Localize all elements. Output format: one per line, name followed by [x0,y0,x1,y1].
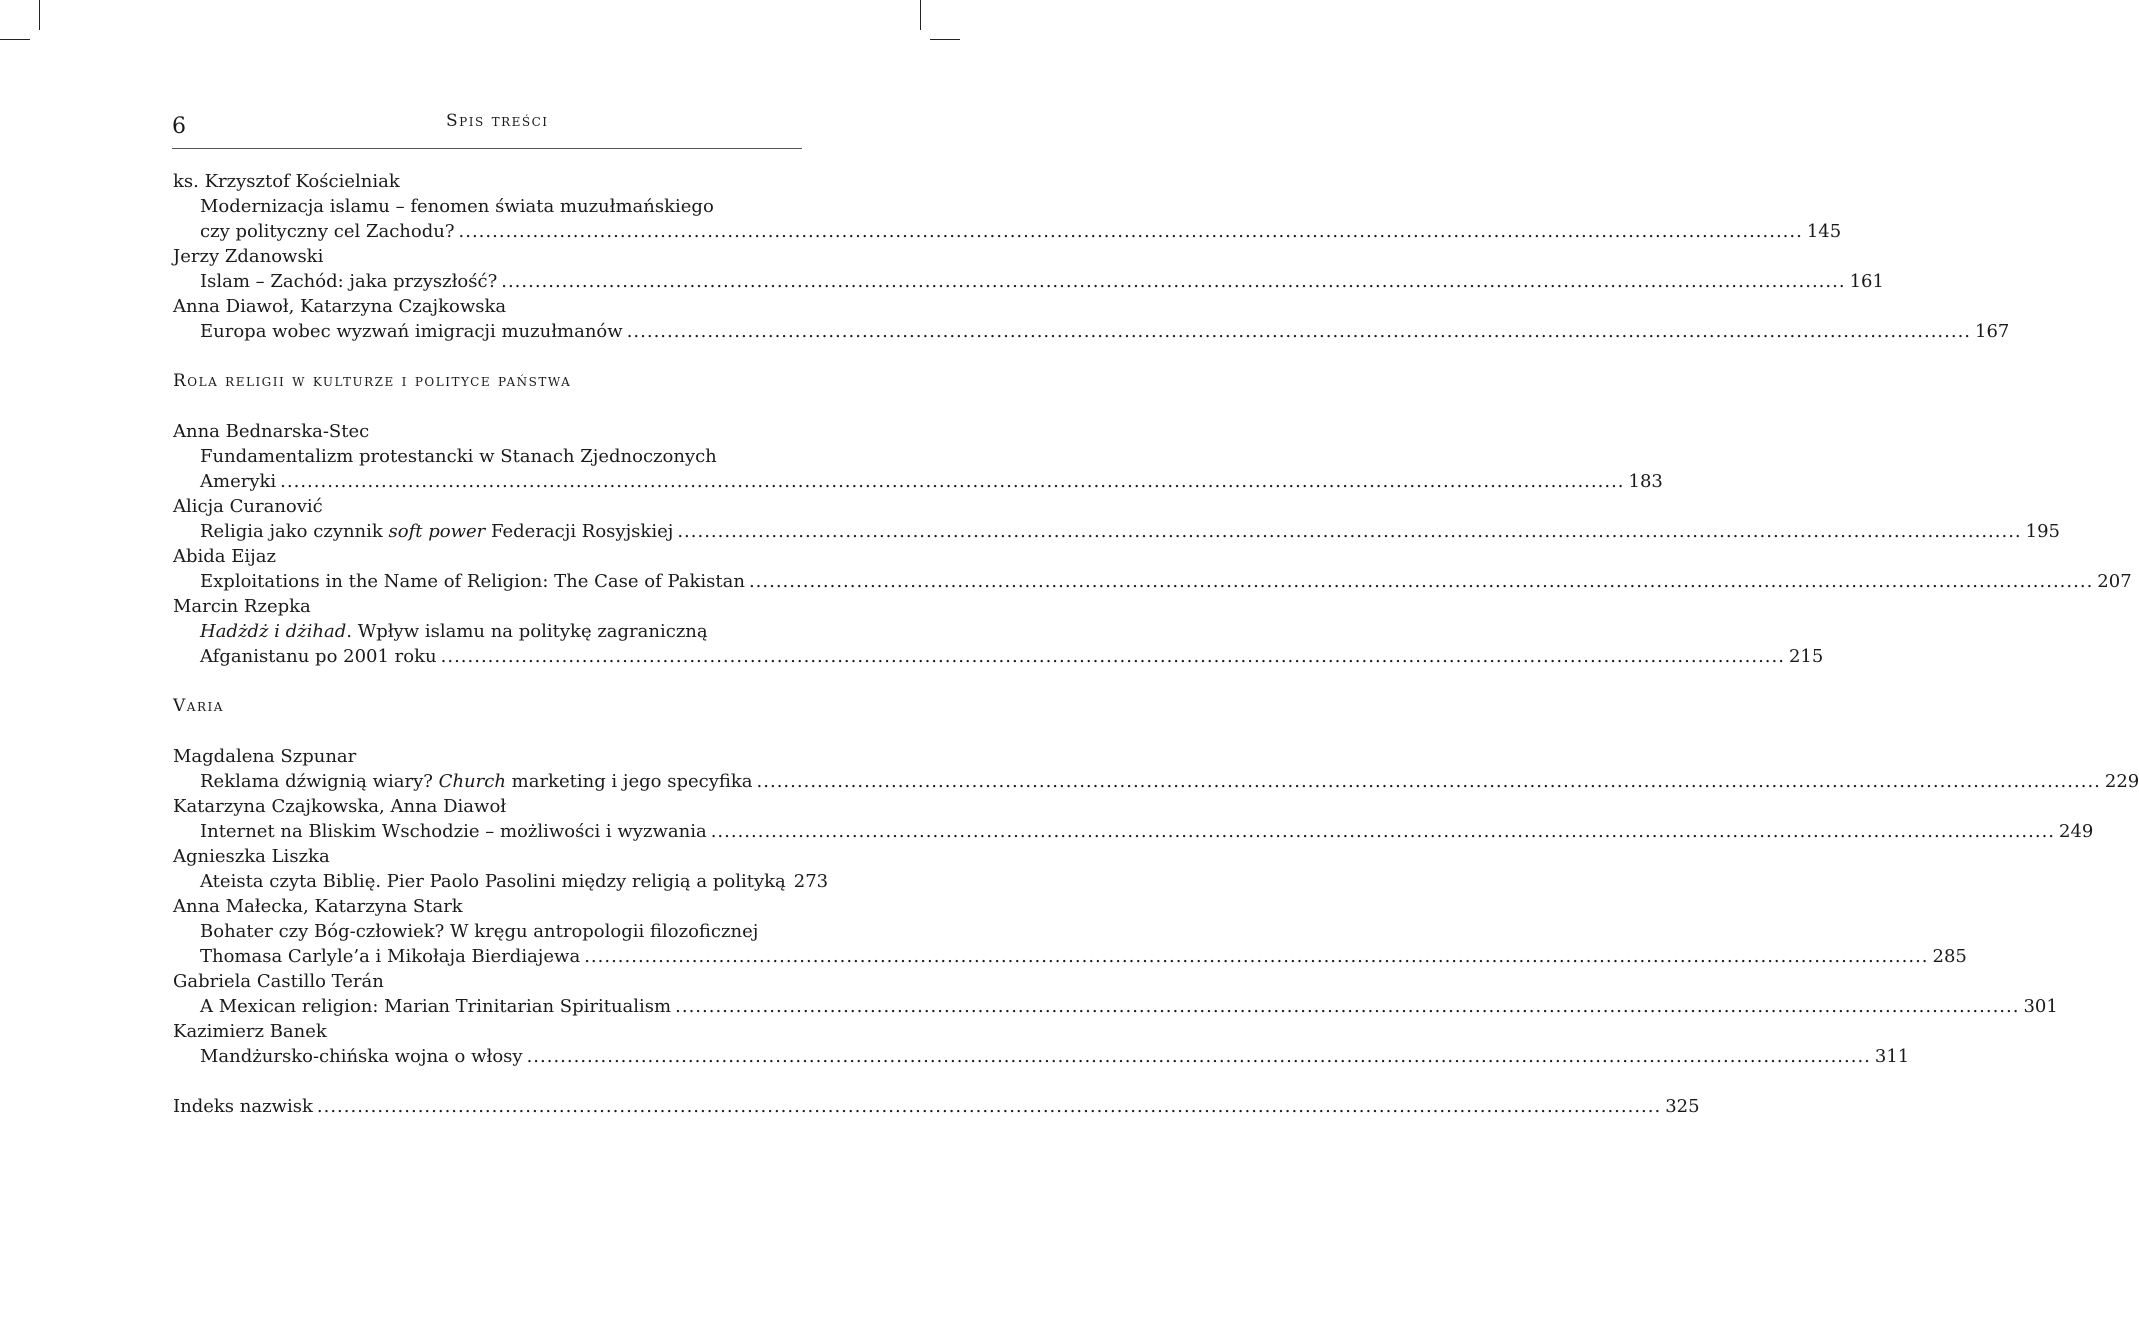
page-ref: 167 [1975,321,2010,342]
toc-entry-index[interactable] [173,1094,1700,1119]
leader-dots: ........................................................................................................................................................................................................ [316,1096,1662,1117]
entry-title: A Mexican religion: Marian Trinitarian Spiritualism [200,996,672,1017]
title-text: Federacji Rosyjskiej [485,521,674,542]
leader-dots: ........................................................................................................................................................................................................ [440,646,1785,667]
table-of-contents [173,169,2139,1119]
entry-title: Exploitations in the Name of Religion: The Case of Pakistan [200,571,745,592]
toc-entry-row[interactable] [173,819,2094,844]
entry-author: Anna Diawoł, Katarzyna Czajkowska [173,296,507,317]
entry-title: Ateista czyta Biblię. Pier Paolo Pasolini między religią a polityką [200,871,786,892]
leader-dots: ........................................................................................................................................................................................................ [710,821,2056,842]
entry-title: Islam – Zachód: jaka przyszłość? [200,271,498,292]
page-ref: 229 [2104,771,2139,792]
entry-author: Agnieszka Liszka [173,846,330,867]
toc-entry-row[interactable] [173,469,1663,494]
italic-term: Hadżdż i dżihad [200,621,347,642]
entry-title: czy polityczny cel Zachodu? [200,221,455,242]
page-ref: 207 [2097,571,2132,592]
entry-author: Gabriela Castillo Terán [173,971,384,992]
entry-author: Alicja Curanović [173,496,323,517]
toc-entry-row[interactable] [173,944,1967,969]
entry-author: ks. Krzysztof Kościelniak [173,171,400,192]
title-text: marketing i jego specyfika [505,771,753,792]
leader-dots: ........................................................................................................................................................................................................ [626,321,1972,342]
entry-title: Internet na Bliskim Wschodzie – możliwości i wyzwania [200,821,707,842]
toc-entry-row[interactable] [173,219,1842,244]
leader-dots: ........................................................................................................................................................................................................ [280,471,1625,492]
page-ref: 325 [1665,1096,1700,1117]
entry-title-line [173,619,803,644]
leader-dots: ........................................................................................................................................................................................................ [677,521,2022,542]
leader-dots: ........................................................................................................................................................................................................ [675,996,2020,1017]
entry-title-line: Fundamentalizm protestancki w Stanach Zjednoczonych [200,446,717,467]
page-ref: 285 [1932,946,1967,967]
page-ref: 215 [1788,646,1824,667]
title-text: Religia jako czynnik [200,521,389,542]
page-number: 6 [172,114,186,139]
crop-mark [39,0,40,30]
entry-author: Anna Małecka, Katarzyna Stark [173,896,463,917]
entry-author: Kazimierz Banek [173,1021,327,1042]
leader-dots: ........................................................................................................................................................................................................ [458,221,1803,242]
entry-title: Thomasa Carlyle’a i Mikołaja Bierdiajewa [200,946,581,967]
entry-author: Katarzyna Czajkowska, Anna Diawoł [173,796,507,817]
crop-mark [930,39,960,40]
entry-title [200,769,753,794]
header-rule [172,148,802,149]
page-ref: 311 [1874,1046,1910,1067]
page-ref: 145 [1806,221,1842,242]
toc-entry-row[interactable] [173,769,2139,794]
toc-entry-row[interactable] [173,519,2061,544]
section-heading: Varia [173,696,224,716]
toc-entry-row[interactable] [173,994,2058,1019]
section-heading: Rola religii w kulturze i polityce państwa [173,371,572,391]
entry-author: Jerzy Zdanowski [173,246,324,267]
page-ref: 273 [793,871,829,892]
page-ref: 161 [1849,271,1884,292]
crop-mark [920,0,921,30]
spacer [173,1069,803,1094]
title-text: Reklama dźwignią wiary? [200,771,439,792]
entry-author: Anna Bednarska-Stec [173,421,370,442]
entry-author: Abida Eijaz [173,546,276,567]
crop-mark [0,39,30,40]
title-text: . Wpływ islamu na politykę zagraniczną [346,621,708,642]
entry-author: Magdalena Szpunar [173,746,357,767]
entry-title: Ameryki [200,471,277,492]
entry-author: Marcin Rzepka [173,596,311,617]
italic-term: Church [438,771,506,792]
leader-dots: ........................................................................................................................................................................................................ [756,771,2101,792]
leader-dots: ........................................................................................................................................................................................................ [526,1046,1871,1067]
page-ref: 195 [2025,521,2061,542]
page-ref: 183 [1628,471,1663,492]
leader-dots: ........................................................................................................................................................................................................ [748,571,2094,592]
page-ref: 249 [2059,821,2094,842]
toc-entry-row[interactable] [173,319,2010,344]
entry-title [200,519,673,544]
italic-term: soft power [388,521,486,542]
running-title: Spis treści [446,111,549,131]
toc-entry-row[interactable] [173,269,1884,294]
toc-entry-row[interactable] [173,869,829,894]
leader-dots: ........................................................................................................................................................................................................ [584,946,1929,967]
toc-entry-row[interactable] [173,569,2132,594]
entry-title-line: Bohater czy Bóg-człowiek? W kręgu antropologii filozoficznej [200,921,759,942]
toc-entry-row[interactable] [173,1044,1910,1069]
entry-title: Afganistanu po 2001 roku [200,646,437,667]
entry-title: Mandżursko-chińska wojna o włosy [200,1046,523,1067]
entry-title-line: Modernizacja islamu – fenomen świata muzułmańskiego [200,196,714,217]
entry-title: Indeks nazwisk [173,1096,313,1117]
entry-title: Europa wobec wyzwań imigracji muzułmanów [200,321,623,342]
leader-dots: ........................................................................................................................................................................................................ [501,271,1846,292]
page-ref: 301 [2023,996,2058,1017]
toc-entry-row[interactable] [173,644,1824,669]
